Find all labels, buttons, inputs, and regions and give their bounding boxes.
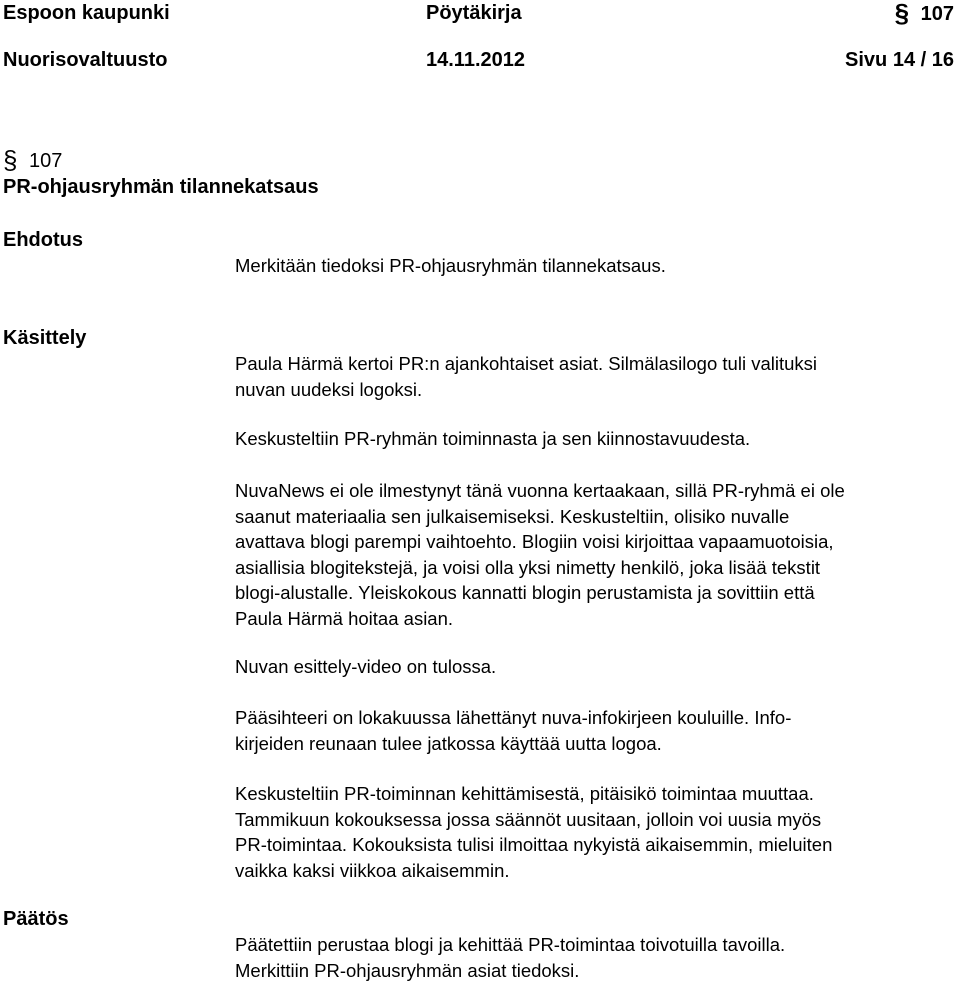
paragraph-line: Merkittiin PR-ohjausryhmän asiat tiedoksi. xyxy=(235,959,580,981)
paragraph-line: saanut materiaalia sen julkaisemiseksi. Keskusteltiin, olisiko nuvalle xyxy=(235,505,790,527)
paragraph-line: blogi-alustalle. Yleiskokous kannatti blogin perustamista ja sovittiin että xyxy=(235,582,815,604)
paragraph-line: kirjeiden reunaan tulee jatkossa käyttää uutta logoa. xyxy=(235,732,662,754)
paragraph-line: nuvan uudeksi logoksi. xyxy=(235,378,423,400)
header-section-number: 107 xyxy=(920,3,954,25)
organization-name: Espoon kaupunki xyxy=(3,2,170,24)
discussion-label: Käsittely xyxy=(3,327,87,349)
proposal-label: Ehdotus xyxy=(3,229,83,251)
paragraph-line: Nuvan esittely-video on tulossa. xyxy=(235,656,497,677)
section-sign-icon: § xyxy=(894,0,910,28)
paragraph-line: vaikka kaksi viikkoa aikaisemmin. xyxy=(235,859,510,881)
decision-label: Päätös xyxy=(3,908,69,930)
decision-paragraph xyxy=(235,932,955,983)
body-name: Nuorisovaltuusto xyxy=(3,49,168,71)
section-title: PR-ohjausryhmän tilannekatsaus xyxy=(3,176,319,198)
paragraph-line: Päätettiin perustaa blogi ja kehittää PR-toimintaa toivotuilla tavoilla. xyxy=(235,934,786,955)
page-indicator: Sivu 14 / 16 xyxy=(845,49,954,71)
paragraph-line: Tammikuun kokouksessa jossa säännöt uusitaan, jolloin voi uusia myös xyxy=(235,808,822,830)
paragraph-line: Pääsihteeri on lokakuussa lähettänyt nuva-infokirjeen kouluille. Info- xyxy=(235,707,792,728)
paragraph-line: Paula Härmä kertoi PR:n ajankohtaiset asiat. Silmälasilogo tuli valituksi xyxy=(235,353,817,374)
section-number: 107 xyxy=(29,150,63,172)
discussion-paragraph xyxy=(235,426,955,452)
paragraph-line: PR-toimintaa. Kokouksista tulisi ilmoittaa nykyistä aikaisemmin, mieluiten xyxy=(235,834,833,856)
discussion-paragraph xyxy=(235,781,955,883)
section-sign-icon: § xyxy=(3,145,18,175)
discussion-paragraph xyxy=(235,478,955,632)
proposal-text: Merkitään tiedoksi PR-ohjausryhmän tilannekatsaus. xyxy=(235,255,666,276)
paragraph-line: Keskusteltiin PR-ryhmän toiminnasta ja sen kiinnostavuudesta. xyxy=(235,428,751,449)
document-type: Pöytäkirja xyxy=(426,2,522,24)
discussion-paragraph xyxy=(235,654,955,680)
meeting-date: 14.11.2012 xyxy=(426,49,525,71)
section-heading-number xyxy=(3,145,63,175)
paragraph-line: asiallisia blogitekstejä, ja voisi olla yksi nimetty henkilö, joka lisää tekstit xyxy=(235,556,821,578)
paragraph-line: avattava blogi parempi vaihtoehto. Blogiin voisi kirjoittaa vapaamuotoisia, xyxy=(235,531,834,553)
discussion-paragraph xyxy=(235,351,955,402)
paragraph-line: Keskusteltiin PR-toiminnan kehittämisestä, pitäisikö toimintaa muuttaa. xyxy=(235,783,814,804)
paragraph-line: Paula Härmä hoitaa asian. xyxy=(235,607,454,629)
header-section-ref xyxy=(895,1,954,26)
discussion-paragraph xyxy=(235,705,955,756)
paragraph-line: NuvaNews ei ole ilmestynyt tänä vuonna kertaakaan, sillä PR-ryhmä ei ole xyxy=(235,480,845,501)
